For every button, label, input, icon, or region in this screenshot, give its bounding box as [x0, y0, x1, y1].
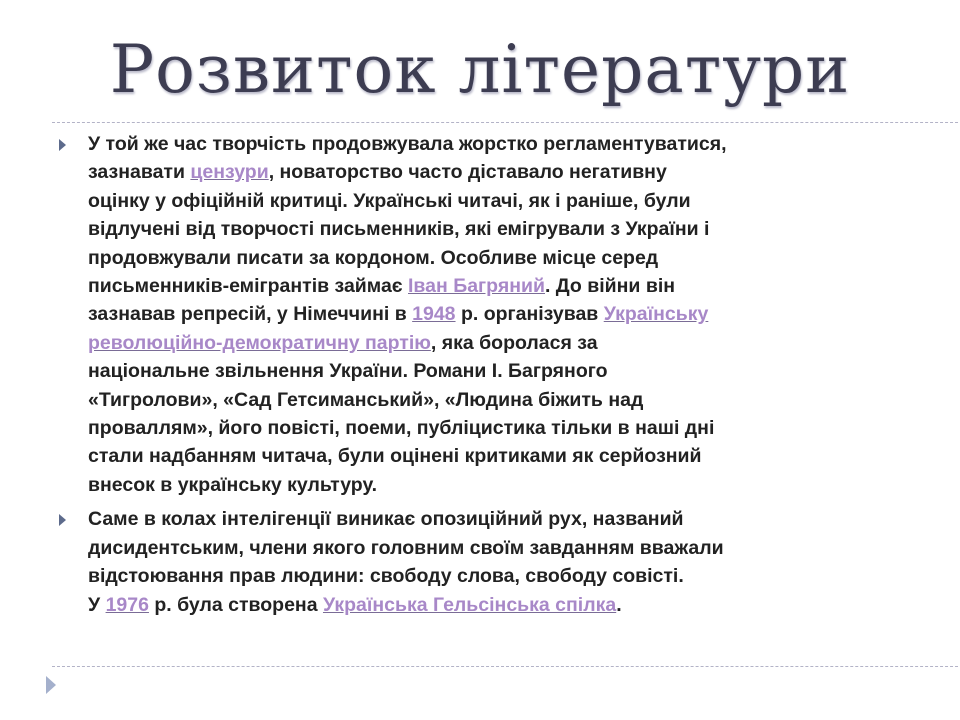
text-link[interactable]: 1948	[412, 303, 456, 326]
text-link[interactable]: 1976	[105, 593, 149, 616]
text-line	[88, 505, 908, 533]
text-line	[88, 442, 908, 470]
text-segment: зазнавати	[88, 161, 191, 184]
text-line	[88, 272, 908, 300]
text-segment: У той же час творчість продовжувала жорстко регламентуватися,	[88, 133, 727, 155]
text-segment: зазнавав репресій, у Німеччині в	[88, 303, 413, 326]
text-line	[88, 471, 908, 499]
text-line	[88, 329, 908, 357]
text-segment: «Тигролови», «Сад Гетсиманський», «Людина біжить над	[88, 388, 644, 411]
text-link[interactable]: Українська Гельсінська спілка	[322, 593, 617, 616]
next-slide-arrow-icon[interactable]	[46, 676, 56, 694]
text-segment: продовжували писати за кордоном. Особливе місце серед	[88, 246, 659, 269]
text-link[interactable]: революційно-демократичну партію	[88, 331, 431, 354]
text-segment: відлучені від творчості письменників, які емігрували з України і	[88, 218, 710, 241]
text-line	[88, 300, 908, 328]
text-line	[88, 534, 908, 562]
text-line	[88, 130, 908, 158]
text-link[interactable]: Українську	[603, 303, 709, 326]
text-line	[88, 215, 908, 243]
text-segment: проваллям», його повісті, поеми, публіцистика тільки в наші дні	[88, 417, 715, 440]
text-segment: . До війни він	[544, 275, 676, 298]
slide-body	[88, 130, 908, 625]
text-line	[88, 158, 908, 186]
text-line	[88, 591, 908, 619]
text-segment: відстоювання прав людини: свободу слова, свободу совісті.	[88, 565, 684, 588]
text-segment: р. була створена	[148, 593, 323, 616]
text-line	[88, 562, 908, 590]
triangle-bullet-icon	[59, 514, 66, 526]
text-segment: оцінку у офіційній критиці. Українські читачі, як і раніше, були	[88, 189, 691, 212]
text-segment: стали надбанням читача, були оцінені критиками як серйозний	[88, 445, 702, 468]
text-segment: р. організував	[455, 303, 604, 326]
bullet-item	[88, 130, 908, 499]
text-line	[88, 357, 908, 385]
text-segment: .	[616, 593, 622, 616]
text-segment: Саме в колах інтелігенції виникає опозиційний рух, названий	[88, 508, 684, 531]
text-link[interactable]: Іван Багряний	[408, 275, 545, 298]
top-divider	[52, 122, 960, 123]
text-segment: письменників-емігрантів займає	[88, 275, 408, 298]
text-segment: , яка боролася за	[430, 331, 598, 354]
text-line	[88, 187, 908, 215]
text-line	[88, 244, 908, 272]
slide-title: Розвиток літератури	[109, 31, 851, 108]
text-segment: У	[88, 593, 106, 616]
bottom-divider	[52, 666, 960, 667]
text-segment: дисидентським, члени якого головним своїм завданням вважали	[88, 536, 724, 559]
bullet-item	[88, 505, 908, 619]
text-segment: національне звільнення України. Романи І. Багряного	[88, 360, 608, 383]
text-line	[88, 386, 908, 414]
text-segment: , новаторство часто діставало негативну	[268, 161, 667, 184]
triangle-bullet-icon	[59, 139, 66, 151]
text-line	[88, 414, 908, 442]
text-segment: внесок в українську культуру.	[88, 473, 378, 496]
text-link[interactable]: цензури	[190, 161, 269, 184]
